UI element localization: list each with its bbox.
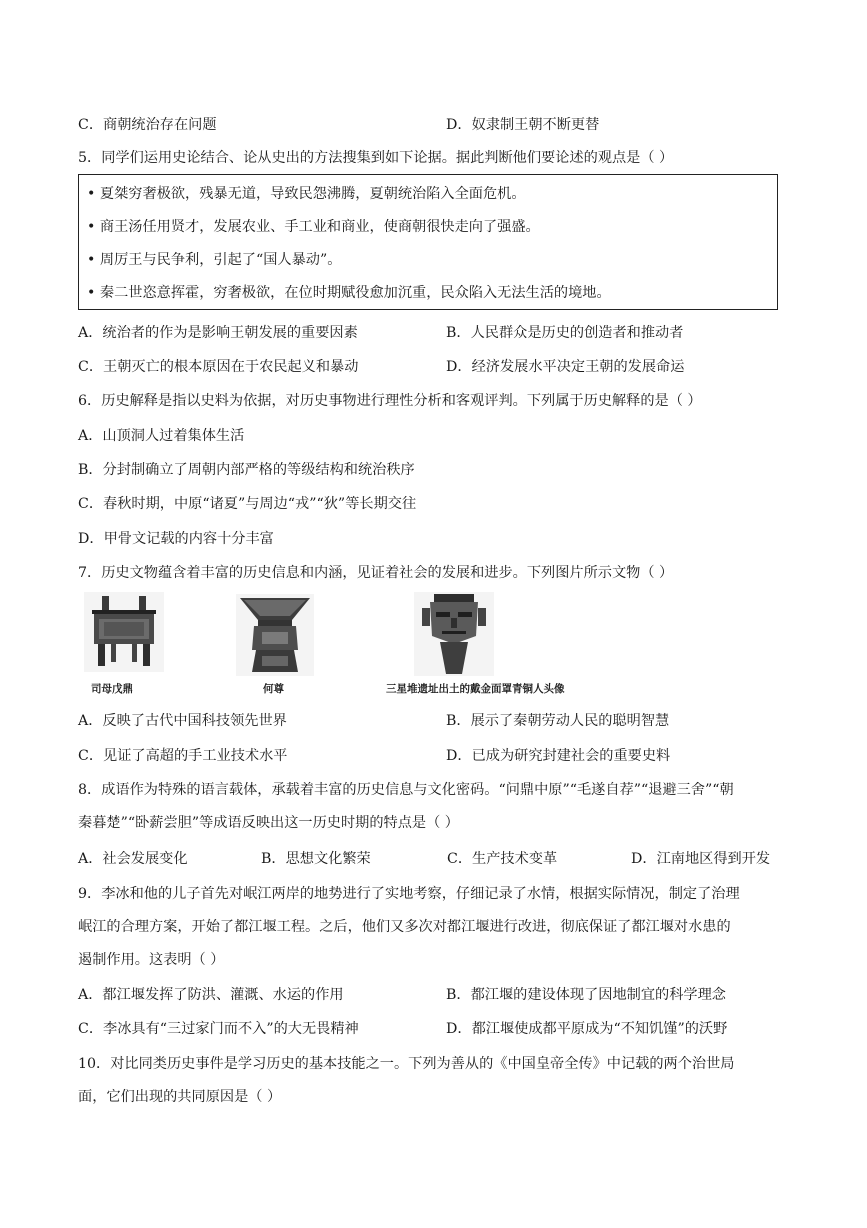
q5-option-b: B．人民群众是历史的创造者和推动者: [446, 325, 684, 341]
q9-stem-line-2: 岷江的合理方案，开始了都江堰工程。之后，他们又多次对都江堰进行改进，彻底保证了都江堰对水患的: [78, 919, 731, 935]
q10-stem-line-2: 面，它们出现的共同原因是（ ）: [78, 1089, 282, 1105]
q5-option-a: A．统治者的作为是影响王朝发展的重要因素: [78, 325, 358, 341]
q9-option-b: B．都江堰的建设体现了因地制宜的科学理念: [446, 987, 726, 1003]
q5-stem: 5．同学们运用史论结合、论从史出的方法搜集到如下论据。据此判断他们要论述的观点是（ ）: [78, 150, 674, 166]
q9-option-a: A．都江堰发挥了防洪、灌溉、水运的作用: [78, 987, 344, 1003]
q8-option-c: C．生产技术变革: [447, 851, 558, 867]
q8-options-row: [78, 849, 788, 869]
q6-option-a: A．山顶洞人过着集体生活: [78, 428, 245, 444]
q7-option-c: C．见证了高超的手工业技术水平: [78, 748, 288, 764]
q4-option-d: D．奴隶制王朝不断更替: [446, 117, 600, 133]
q5-option-c: C．王朝灭亡的根本原因在于农民起义和暴动: [78, 359, 359, 375]
q9-stem-line-3: 遏制作用。这表明（ ）: [78, 952, 225, 968]
q8-option-b: B．思想文化繁荣: [261, 851, 371, 867]
q10-stem-line-1: 10．对比同类历史事件是学习历史的基本技能之一。下列为善从的《中国皇帝全传》中记载的两个治世局: [78, 1056, 735, 1072]
q5-evidence-3: • 周厉王与民争利，引起了“国人暴动”。: [87, 252, 342, 268]
q8-stem-line-2: 秦暮楚”“卧薪尝胆”等成语反映出这一历史时期的特点是（ ）: [78, 815, 459, 831]
q5-evidence-box: [78, 174, 778, 310]
q6-option-b: B．分封制确立了周朝内部严格的等级结构和统治秩序: [78, 462, 415, 478]
simuwu-ding-image: [84, 592, 164, 672]
q9-stem-line-1: 9．李冰和他的儿子首先对岷江两岸的地势进行了实地考察，仔细记录了水情，根据实际情况，制定了治理: [78, 886, 740, 902]
q6-stem: 6．历史解释是指以史料为依据，对历史事物进行理性分析和客观评判。下列属于历史解释的是（ ）: [78, 393, 702, 409]
q8-stem-line-1: 8．成语作为特殊的语言载体，承载着丰富的历史信息与文化密码。“问鼎中原”“毛遂自荐”“退避三舍”“朝: [78, 782, 734, 798]
q9-option-c: C．李冰具有“三过家门而不入”的大无畏精神: [78, 1021, 359, 1037]
q5-evidence-1: • 夏桀穷奢极欲，残暴无道，导致民怨沸腾，夏朝统治陷入全面危机。: [87, 186, 526, 202]
he-zun-image: [236, 594, 314, 676]
q6-option-c: C．春秋时期，中原“诸夏”与周边“戎”“狄”等长期交往: [78, 496, 417, 512]
q7-option-d: D．已成为研究封建社会的重要史料: [446, 748, 671, 764]
q5-option-d: D．经济发展水平决定王朝的发展命运: [446, 359, 685, 375]
q9-option-d: D．都江堰使成都平原成为“不知饥馑”的沃野: [446, 1021, 728, 1037]
q5-evidence-4: • 秦二世恣意挥霍，穷奢极欲，在位时期赋役愈加沉重，民众陷入无法生活的境地。: [87, 285, 611, 301]
q8-option-a: A．社会发展变化: [78, 851, 188, 867]
q7-option-b: B．展示了秦朝劳动人民的聪明智慧: [446, 713, 670, 729]
q7-option-a: A．反映了古代中国科技领先世界: [78, 713, 287, 729]
caption-simuwu-ding: 司母戊鼎: [91, 683, 133, 695]
sanxingdui-bronze-head-image: [414, 592, 494, 676]
q8-option-d: D．江南地区得到开发: [631, 851, 771, 867]
q7-stem: 7．历史文物蕴含着丰富的历史信息和内涵，见证着社会的发展和进步。下列图片所示文物（ ）: [78, 565, 674, 581]
q6-option-d: D．甲骨文记载的内容十分丰富: [78, 531, 274, 547]
q4-option-c: C．商朝统治存在问题: [78, 117, 217, 133]
q5-evidence-2: • 商王汤任用贤才，发展农业、手工业和商业，使商朝很快走向了强盛。: [87, 219, 540, 235]
caption-sanxingdui-head: 三星堆遗址出土的戴金面罩青铜人头像: [386, 683, 565, 695]
caption-he-zun: 何尊: [263, 683, 284, 695]
